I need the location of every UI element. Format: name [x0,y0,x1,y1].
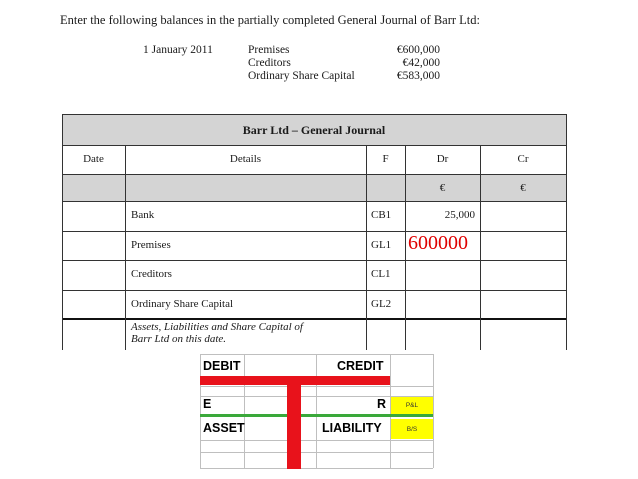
row-details: Creditors [131,268,172,280]
header-date: Date [83,153,104,165]
row-folio: CL1 [371,268,391,280]
t-credit-label: CREDIT [337,359,384,373]
balance-label-share-capital: Ordinary Share Capital [248,70,355,82]
grid-line [433,354,434,468]
balance-amount-premises: €600,000 [396,44,440,56]
grid-line [62,114,566,115]
balance-label-premises: Premises [248,44,290,56]
bs-tag: B/S [391,419,433,439]
grid-line [62,231,566,232]
balance-date: 1 January 2011 [143,44,213,56]
footnote-line-1: Assets, Liabilities and Share Capital of [131,321,303,333]
grid-line [244,354,245,468]
t-bar-vertical [287,376,301,469]
t-debit-label: DEBIT [203,359,241,373]
grid-line [62,290,566,291]
header-dr: Dr [436,153,449,165]
t-left-label-2: ASSET [203,421,245,435]
grid-line [62,114,63,350]
header-folio: F [382,153,389,165]
row-details: Premises [131,239,171,251]
header-details: Details [229,153,262,165]
row-details: Bank [131,209,155,221]
row-folio: GL1 [371,239,392,251]
row-dr-handwritten: 600000 [408,232,468,254]
pl-tag: P&L [391,397,433,415]
grid-line [366,145,367,350]
footnote-line-2: Barr Ltd on this date. [131,333,227,345]
grid-line [125,145,126,350]
journal-title: Barr Ltd – General Journal [242,123,386,137]
instruction-text: Enter the following balances in the partially completed General Journal of Barr Ltd: [60,13,480,27]
header-cr: Cr [517,153,529,165]
row-details: Ordinary Share Capital [131,298,234,310]
currency-dr: € [439,182,446,194]
grid-line [316,354,317,468]
currency-cr: € [520,182,526,194]
balance-amount-share-capital: €583,000 [396,70,440,82]
grid-line [62,260,566,261]
balance-label-creditors: Creditors [248,57,291,69]
row-folio: GL2 [371,298,392,310]
row-folio: CB1 [371,209,392,221]
balance-amount-creditors: €42,000 [402,57,440,69]
grid-line [200,354,201,468]
grid-line-total [62,318,566,320]
t-right-label-1: R [377,397,387,411]
row-dr: 25,000 [444,209,475,221]
grid-line [566,114,567,350]
grid-line [200,468,433,469]
grid-line [62,145,566,146]
grid-line [405,145,406,350]
t-right-label-2: LIABILITY [322,421,382,435]
grid-line [480,145,481,350]
grid-line [62,201,566,202]
t-left-label-1: E [203,397,212,411]
grid-line [62,174,566,175]
green-divider [200,414,433,417]
